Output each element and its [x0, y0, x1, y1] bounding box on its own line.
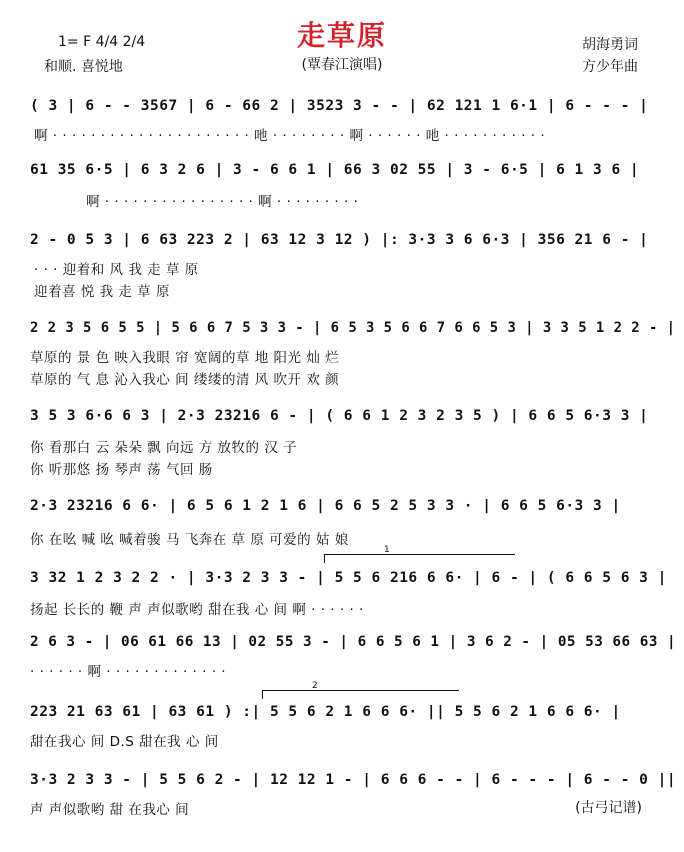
lyrics-row-1: 啊 · · · · · · · · · · · · · · · · · · · · · 吔 · · · · · · · · 啊 · · · · · · 吔 · · · · · · · · · · ·	[34, 128, 546, 144]
notation-row-1: ( 3 | 6 - - 3567 | 6 - 66 2 | 3523 3 - - | 62 121 1 6·1 | 6 - - - |	[30, 98, 649, 114]
first-ending-number: 1	[384, 545, 390, 555]
notation-row-4: 2 2 3 5 6 5 5 | 5 6 6 7 5 3 3 - | 6 5 3 5 6 6 7 6 6 5 3 | 3 3 5 1 2 2 - |	[30, 320, 676, 336]
notation-row-3: 2 - 0 5 3 | 6 63 223 2 | 63 12 3 12 ) |: 3·3 3 6 6·3 | 356 21 6 - |	[30, 232, 649, 248]
key-signature: 1= F 4/4 2/4	[58, 34, 146, 50]
lyrics-row-6: 你 在吆 喊 吆 喊着骏 马 飞奔在 草 原 可爱的 姑 娘	[30, 532, 349, 548]
second-ending-bracket	[262, 690, 459, 699]
singer-credit: (覃春江演唱)	[301, 57, 383, 73]
notation-row-2: 61 35 6·5 | 6 3 2 6 | 3 - 6 6 1 | 66 3 02 55 | 3 - 6·5 | 6 1 3 6 |	[30, 162, 640, 178]
notation-row-8: 2 6 3 - | 06 61 66 13 | 02 55 3 - | 6 6 5 6 1 | 3 6 2 - | 05 53 66 63 |	[30, 634, 677, 650]
lyrics-row-2: 啊 · · · · · · · · · · · · · · · · 啊 · · · · · · · · ·	[86, 194, 359, 210]
lyrics-row-9: 甜在我心 间 D.S 甜在我 心 间	[30, 734, 219, 750]
lyrics-row-5: 你 看那白 云 朵朵 飘 向远 方 放牧的 汉 子	[30, 440, 298, 456]
song-title: 走草原	[296, 19, 387, 52]
lyrics-row-5-verse-2: 你 听那悠 扬 琴声 荡 气回 肠	[30, 462, 213, 478]
lyrics-row-10: 声 声似歌哟 甜 在我心 间	[30, 802, 190, 818]
second-ending-number: 2	[312, 681, 318, 691]
lyrics-row-8: · · · · · · 啊 · · · · · · · · · · · · ·	[30, 664, 227, 680]
notation-row-10: 3·3 2 3 3 - | 5 5 6 2 - | 12 12 1 - | 6 6 6 - - | 6 - - - | 6 - - 0 ||	[30, 772, 677, 788]
notation-row-6: 2·3 23216 6 6· | 6 5 6 1 2 1 6 | 6 6 5 2 5 3 3 · | 6 6 5 6·3 3 |	[30, 498, 621, 514]
notation-row-5: 3 5 3 6·6 6 3 | 2·3 23216 6 - | ( 6 6 1 2 3 2 3 5 ) | 6 6 5 6·3 3 |	[30, 408, 649, 424]
lyrics-row-4: 草原的 景 色 映入我眼 帘 宽阔的草 地 阳光 灿 烂	[30, 350, 340, 366]
notation-row-9: 223 21 63 61 | 63 61 ) :| 5 5 6 2 1 6 6 6· || 5 5 6 2 1 6 6 6· |	[30, 704, 621, 720]
lyrics-row-4-verse-2: 草原的 气 息 沁入我心 间 缕缕的清 风 吹开 欢 颜	[30, 372, 340, 388]
lyrics-row-3-verse-2: 迎着喜 悦 我 走 草 原	[34, 284, 170, 300]
lyricist-credit: 胡海勇词	[582, 37, 638, 53]
transcriber-credit: (古弓记谱)	[575, 800, 642, 816]
composer-credit: 方少年曲	[582, 59, 638, 75]
lyrics-row-7: 扬起 长长的 鞭 声 声似歌哟 甜在我 心 间 啊 · · · · · ·	[30, 602, 364, 618]
lyrics-row-3: · · · 迎着和 风 我 走 草 原	[34, 262, 199, 278]
tempo-mood: 和顺. 喜悦地	[44, 59, 123, 75]
first-ending-bracket	[324, 554, 515, 563]
notation-row-7: 3 32 1 2 3 2 2 · | 3·3 2 3 3 - | 5 5 6 216 6 6· | 6 - | ( 6 6 5 6 3 |	[30, 570, 667, 586]
